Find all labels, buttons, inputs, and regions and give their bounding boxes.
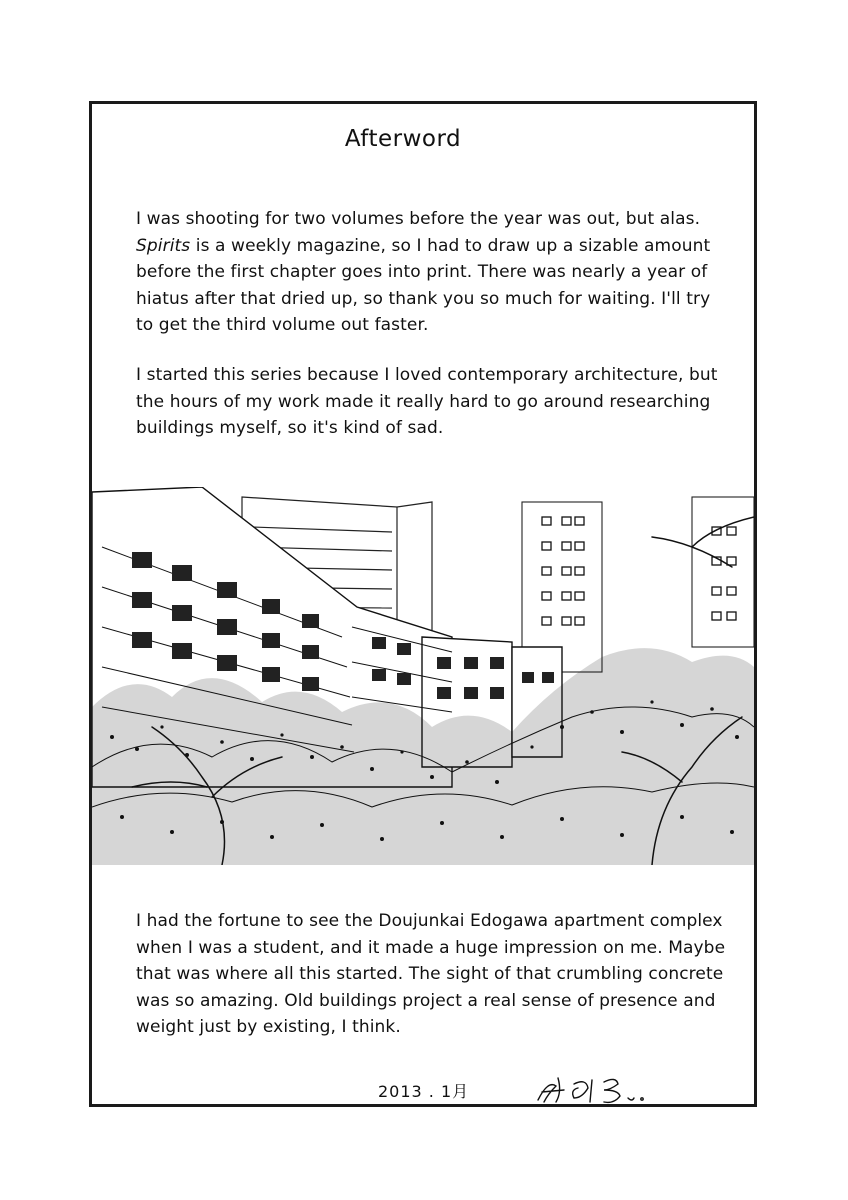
- paragraph-2: I started this series because I loved contemporary architecture, but the hours of my work made it really hard to go around researching buildings myself, so it's kind of sad.: [136, 365, 718, 438]
- magazine-name: Spirits: [136, 235, 191, 256]
- date-text: 2013 . 1月: [378, 1082, 470, 1101]
- page-title: Afterword: [344, 126, 462, 152]
- afterword-panel: [89, 101, 757, 1107]
- apartment-building-illustration: [92, 487, 754, 865]
- paragraph-3: I had the fortune to see the Doujunkai Edogawa apartment complex when I was a student, and it made a huge impression on me. Maybe that was where all this started. The sight of that crumbling concrete was so amazing. Old buildings project a real sense of presence and weight just by existing, I think.: [136, 911, 726, 1037]
- author-signature: [534, 1072, 684, 1106]
- svg-text:signature: signature: [534, 1072, 539, 1073]
- paragraph-1: I was shooting for two volumes before the year was out, but alas. Spirits is a weekly magazine, so I had to draw up a sizable amount before the first chapter goes into print. There was nearly a year of hiatus after that dried up, so thank you so much for waiting. I'll try to get the third volume out faster.: [136, 209, 711, 335]
